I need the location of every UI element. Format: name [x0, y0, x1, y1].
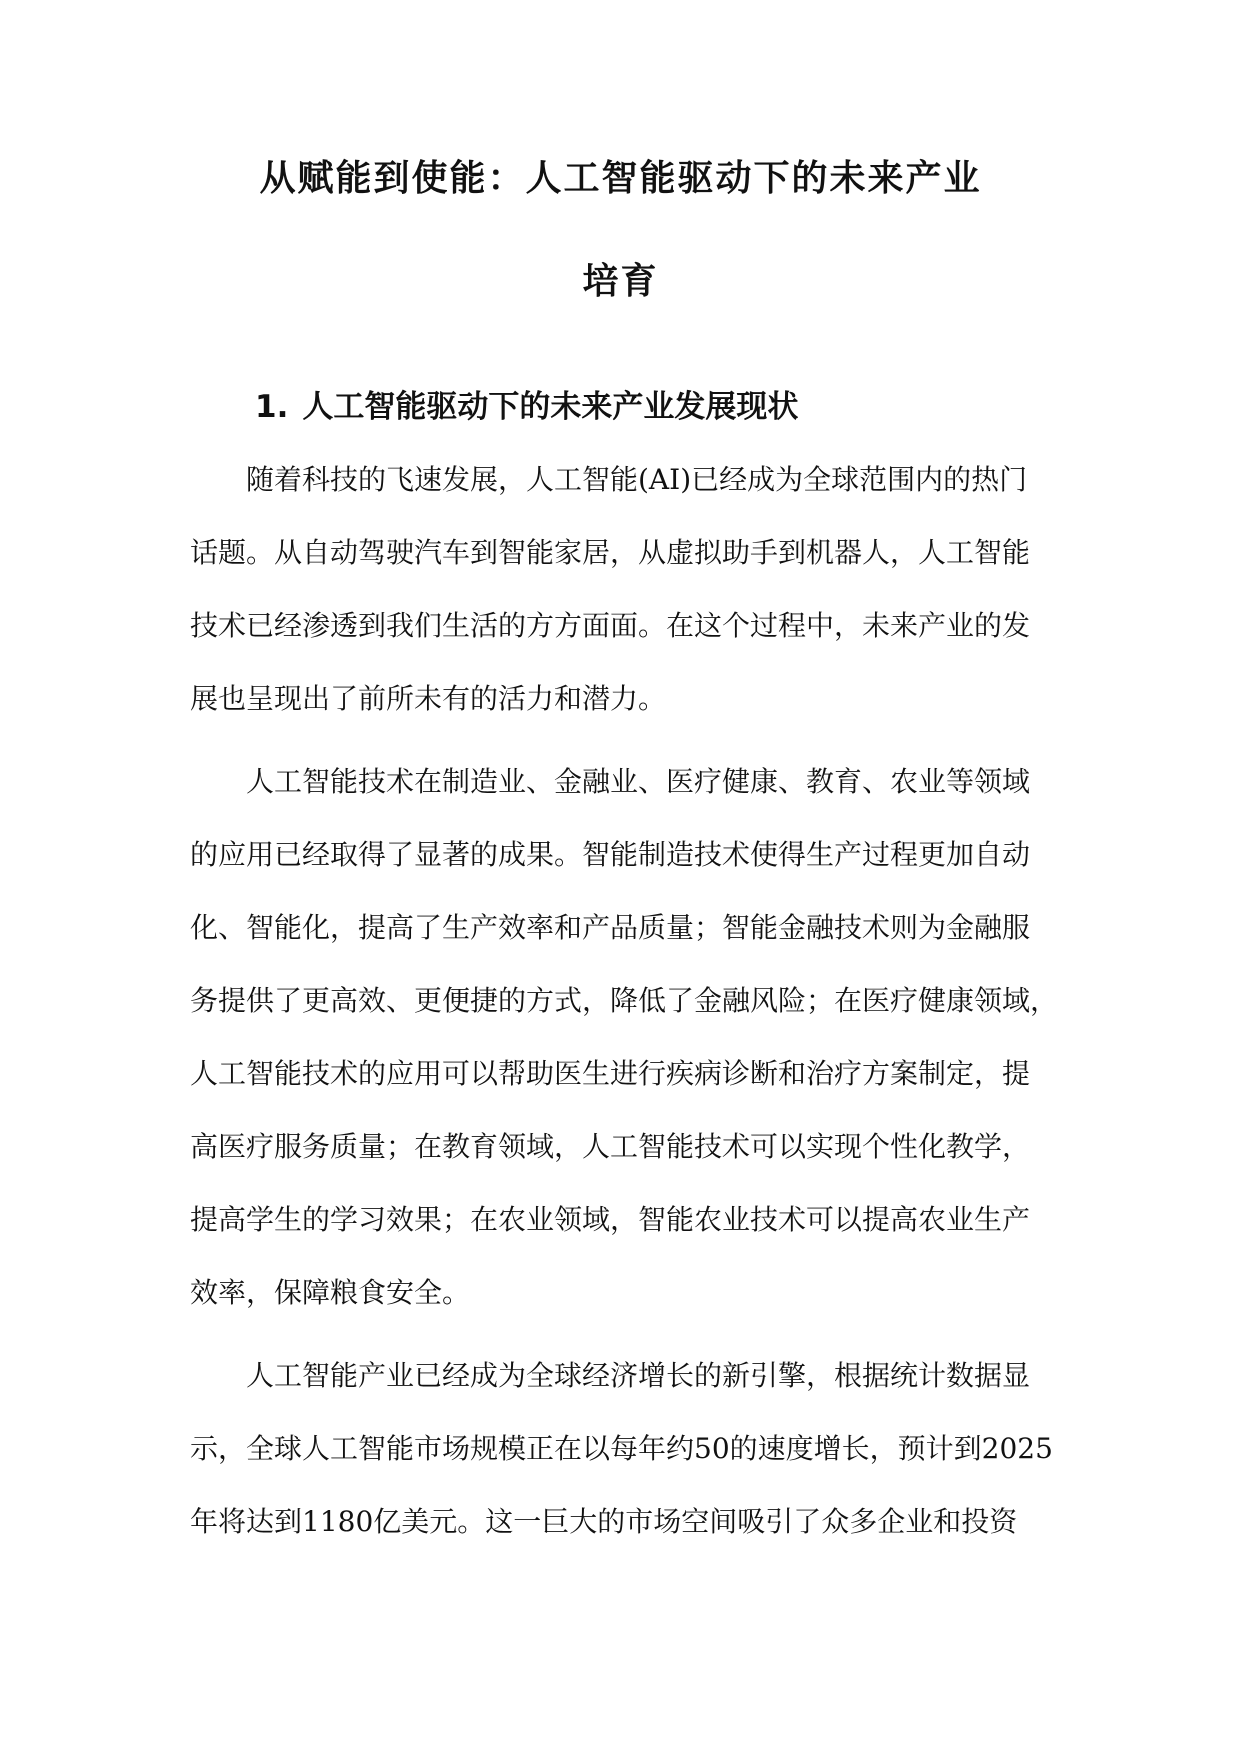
- paragraph-1-line: 技术已经渗透到我们生活的方方面面。在这个过程中，未来产业的发: [190, 609, 1031, 642]
- paragraph-2-line: 高医疗服务质量；在教育领域，人工智能技术可以实现个性化教学，: [190, 1130, 1031, 1163]
- paragraph-2-line: 务提供了更高效、更便捷的方式，降低了金融风险；在医疗健康领域，: [190, 984, 1059, 1017]
- section-heading: [255, 381, 798, 426]
- paragraph-1-line: 话题。从自动驾驶汽车到智能家居，从虚拟助手到机器人，人工智能: [190, 536, 1031, 569]
- paragraph-2-line: 人工智能技术在制造业、金融业、医疗健康、教育、农业等领域: [246, 765, 1031, 798]
- document-title-line-2: 培育: [582, 261, 659, 302]
- paragraph-1-line: 展也呈现出了前所未有的活力和潜力。: [190, 682, 667, 715]
- paragraph-2-line: 化、智能化，提高了生产效率和产品质量；智能金融技术则为金融服: [190, 911, 1031, 944]
- paragraph-2-line: 人工智能技术的应用可以帮助医生进行疾病诊断和治疗方案制定，提: [190, 1057, 1031, 1090]
- paragraph-3-line: 年将达到1180亿美元。这一巨大的市场空间吸引了众多企业和投资: [190, 1505, 1018, 1538]
- section-heading-text: 人工智能驱动下的未来产业发展现状: [302, 389, 799, 425]
- paragraph-2-line: 提高学生的学习效果；在农业领域，智能农业技术可以提高农业生产: [190, 1203, 1031, 1236]
- paragraph-2-line: 效率，保障粮食安全。: [190, 1276, 471, 1309]
- paragraph-1-line: 随着科技的飞速发展，人工智能(AI)已经成为全球范围内的热门: [246, 463, 1028, 496]
- document-title-line-1: 从赋能到使能：人工智能驱动下的未来产业: [259, 158, 982, 199]
- paragraph-3-line: 示，全球人工智能市场规模正在以每年约50的速度增长，预计到2025: [190, 1432, 1053, 1465]
- section-number: 1.: [255, 389, 289, 425]
- paragraph-3-line: 人工智能产业已经成为全球经济增长的新引擎，根据统计数据显: [246, 1359, 1031, 1392]
- paragraph-2-line: 的应用已经取得了显著的成果。智能制造技术使得生产过程更加自动: [190, 838, 1031, 871]
